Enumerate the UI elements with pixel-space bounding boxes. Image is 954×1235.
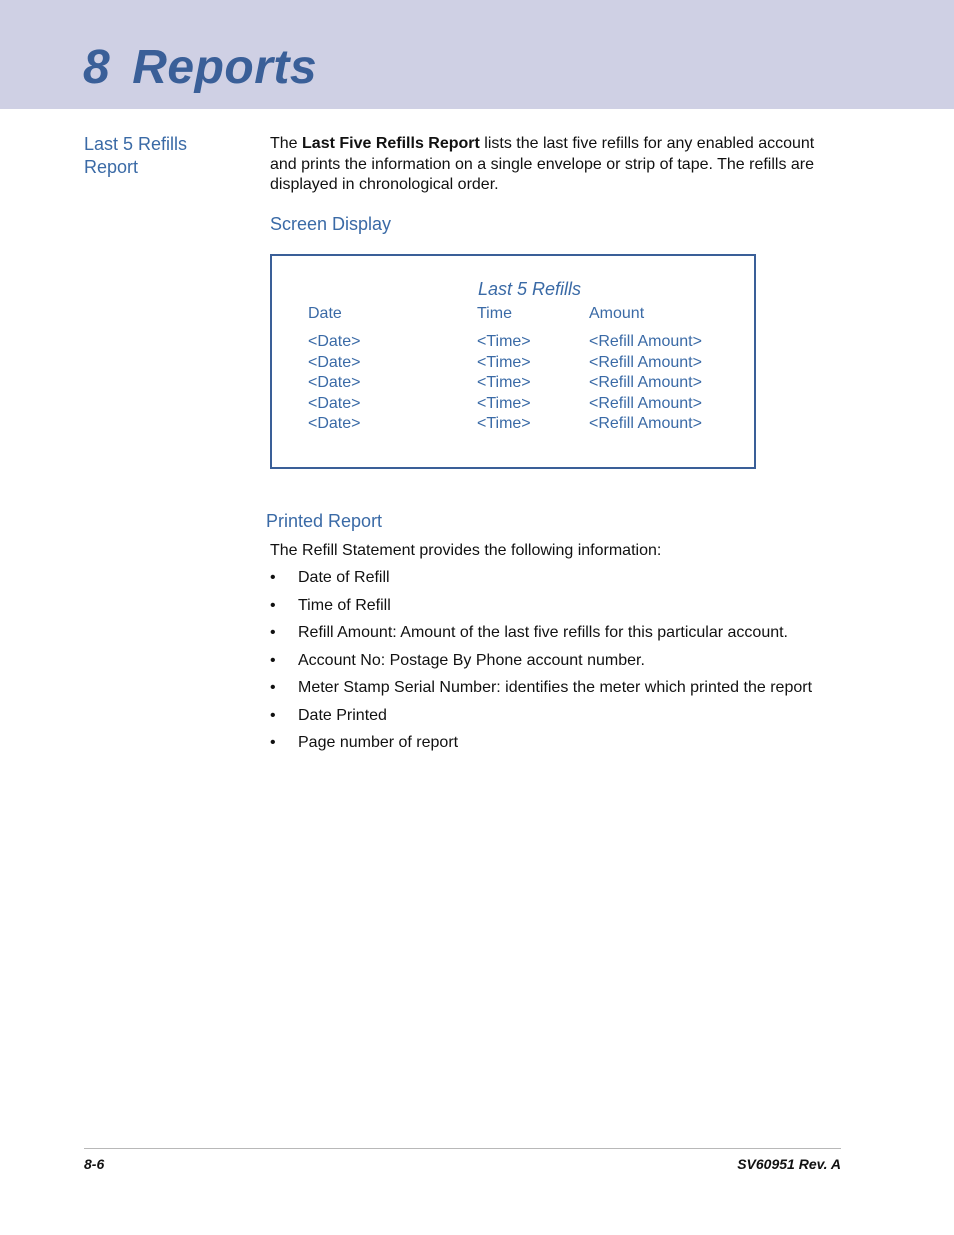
time-column <box>477 332 531 435</box>
bullet-icon: • <box>270 596 276 614</box>
row-amount: <Refill Amount> <box>589 333 702 350</box>
row-amount: <Refill Amount> <box>589 353 702 371</box>
footer-document-id: SV60951 Rev. A <box>737 1156 841 1172</box>
column-header-date: Date <box>308 305 342 322</box>
row-amount: <Refill Amount> <box>589 374 702 391</box>
list-item <box>270 678 830 698</box>
printed-report-list <box>270 568 830 761</box>
row-time: <Time> <box>477 415 531 432</box>
row-date: <Date> <box>308 394 361 412</box>
list-item <box>270 706 830 726</box>
list-item-text: Date of Refill <box>298 569 390 586</box>
printed-report-intro: The Refill Statement provides the following information: <box>270 542 662 559</box>
screen-display-title: Last 5 Refills <box>478 279 582 299</box>
row-date: <Date> <box>308 353 361 371</box>
screen-display-heading: Screen Display <box>270 214 392 234</box>
section-intro-paragraph <box>270 134 830 196</box>
list-item <box>270 623 830 643</box>
intro-text-before: The <box>270 135 303 152</box>
bullet-icon: • <box>270 734 276 751</box>
chapter-number: 8 <box>83 41 111 94</box>
list-item <box>270 568 830 588</box>
list-item-text: Meter Stamp Serial Number: identifies the meter which printed the report <box>298 679 813 696</box>
section-side-heading: Last 5 Refills Report <box>84 134 188 177</box>
list-item-text: Account No: Postage By Phone account number. <box>298 651 645 669</box>
chapter-title-text: Reports <box>132 41 318 94</box>
column-header-time: Time <box>477 305 512 322</box>
row-date: <Date> <box>308 374 361 391</box>
bullet-icon: • <box>270 679 276 696</box>
list-item-text: Refill Amount: Amount of the last five refills for this particular account. <box>298 624 788 641</box>
list-item-text: Page number of report <box>298 734 459 751</box>
column-header-amount: Amount <box>589 305 645 322</box>
list-item <box>270 596 830 616</box>
row-date: <Date> <box>308 415 361 432</box>
row-time: <Time> <box>477 394 531 412</box>
bullet-icon: • <box>270 651 276 669</box>
list-item <box>270 651 830 671</box>
bullet-icon: • <box>270 569 276 586</box>
row-time: <Time> <box>477 374 531 391</box>
footer-page-number: 8-6 <box>84 1156 105 1172</box>
screen-display-box <box>270 254 756 469</box>
list-item-text: Date Printed <box>298 706 387 724</box>
chapter-title <box>83 38 317 98</box>
footer-divider <box>84 1148 841 1149</box>
intro-report-name: Last Five Refills Report <box>302 135 480 152</box>
row-amount: <Refill Amount> <box>589 394 702 412</box>
row-time: <Time> <box>477 353 531 371</box>
bullet-icon: • <box>270 624 276 641</box>
date-column <box>308 332 360 435</box>
row-amount: <Refill Amount> <box>589 415 702 432</box>
list-item <box>270 733 830 753</box>
intro-text-after: lists the last five refills for any enabled account and prints the information on a single envelope or strip of tape. The refills are displayed in chronological order. <box>270 135 815 193</box>
list-item-text: Time of Refill <box>298 596 391 614</box>
amount-column <box>589 332 702 435</box>
row-time: <Time> <box>477 333 531 350</box>
printed-report-heading: Printed Report <box>266 511 383 531</box>
row-date: <Date> <box>308 333 361 350</box>
bullet-icon: • <box>270 706 276 724</box>
